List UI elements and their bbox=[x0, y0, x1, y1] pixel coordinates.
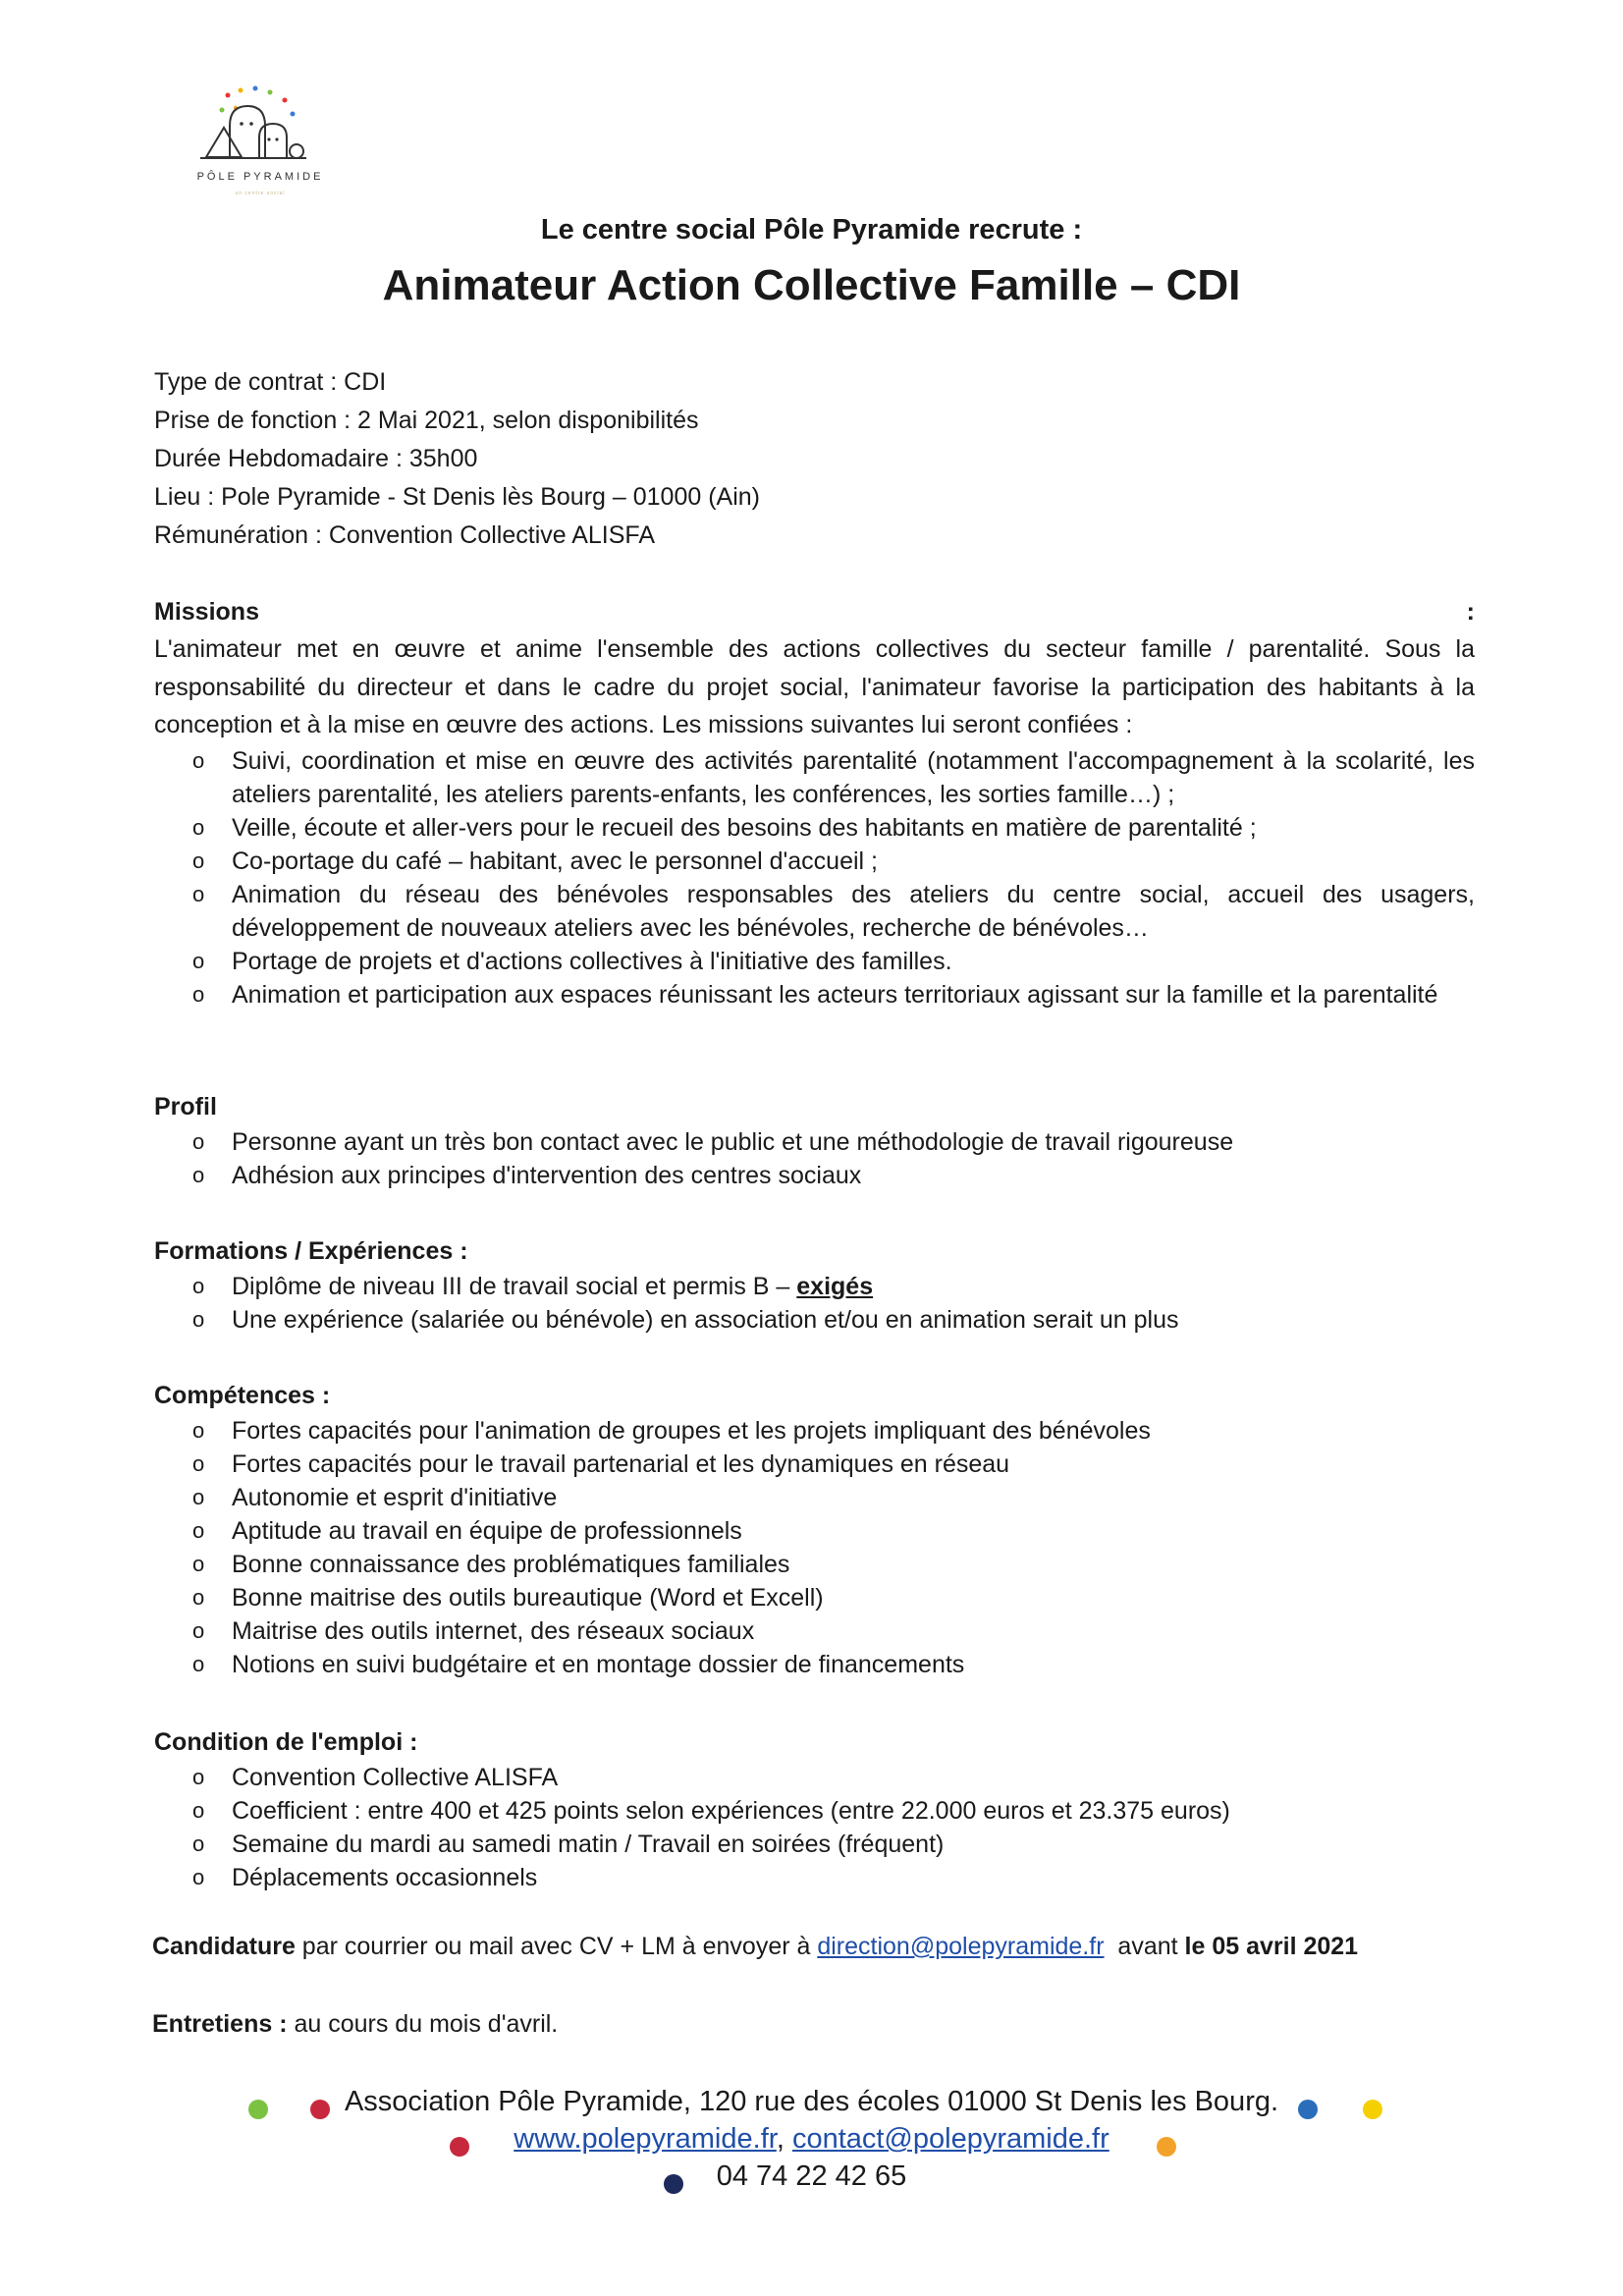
website-link[interactable]: www.polepyramide.fr bbox=[514, 2123, 777, 2155]
candidature-line bbox=[152, 1933, 1358, 1961]
list-item: o Suivi, coordination et mise en œuvre des activités parentalité (notamment l'accompagnement à la scolarité, les ateliers parentalité, les ateliers parents-enfants, les conférences, les sorties famille…) ; bbox=[154, 744, 1475, 811]
missions-section bbox=[154, 593, 1475, 1011]
info-contract-type: Type de contrat : CDI bbox=[154, 368, 387, 396]
profil-title: Profil bbox=[154, 1093, 217, 1121]
list-item: o Autonomie et esprit d'initiative bbox=[154, 1481, 1475, 1514]
footer-address: Association Pôle Pyramide, 120 rue des écoles 01000 St Denis les Bourg. bbox=[344, 2086, 1279, 2117]
logo-mascots-icon bbox=[187, 81, 334, 167]
list-item: o Aptitude au travail en équipe de professionnels bbox=[154, 1514, 1475, 1548]
info-location: Lieu : Pole Pyramide - St Denis lès Bourg – 01000 (Ain) bbox=[154, 483, 760, 511]
list-item bbox=[154, 1270, 1475, 1303]
list-item: o Semaine du mardi au samedi matin / Travail en soirées (fréquent) bbox=[154, 1828, 1475, 1861]
list-item: o Veille, écoute et aller-vers pour le recueil des besoins des habitants en matière de parentalité ; bbox=[154, 811, 1475, 845]
list-item: o Notions en suivi budgétaire et en montage dossier de financements bbox=[154, 1648, 1475, 1681]
competences-section bbox=[154, 1377, 1475, 1681]
formations-section bbox=[154, 1232, 1475, 1337]
info-start-date: Prise de fonction : 2 Mai 2021, selon disponibilités bbox=[154, 407, 699, 434]
candidature-label: Candidature bbox=[152, 1933, 296, 1960]
list-item: o Fortes capacités pour le travail partenarial et les dynamiques en réseau bbox=[154, 1448, 1475, 1481]
list-item: o Animation et participation aux espaces réunissant les acteurs territoriaux agissant sur la famille et la parentalité bbox=[154, 978, 1475, 1011]
condition-list bbox=[154, 1761, 1475, 1894]
candidature-deadline: le 05 avril 2021 bbox=[1184, 1933, 1359, 1960]
footer-phone: 04 74 22 42 65 bbox=[716, 2160, 907, 2192]
missions-list bbox=[154, 744, 1475, 1011]
list-item: o Maitrise des outils internet, des réseaux sociaux bbox=[154, 1614, 1475, 1648]
list-item: o Fortes capacités pour l'animation de groupes et les projets impliquant des bénévoles bbox=[154, 1414, 1475, 1448]
candidature-before: avant bbox=[1104, 1933, 1185, 1960]
missions-title: Missions bbox=[154, 598, 259, 626]
entretiens-text: au cours du mois d'avril. bbox=[287, 2010, 559, 2038]
missions-title-row bbox=[154, 593, 1475, 630]
formations-item-text: Diplôme de niveau III de travail social et permis B – bbox=[232, 1273, 797, 1300]
condition-section bbox=[154, 1723, 1475, 1894]
list-item: o Co-portage du café – habitant, avec le personnel d'accueil ; bbox=[154, 845, 1475, 878]
list-item: o Animation du réseau des bénévoles responsables des ateliers du centre social, accueil des usagers, développement de nouveaux ateliers avec les bénévoles, recherche de bénévoles… bbox=[154, 878, 1475, 945]
formations-list bbox=[154, 1270, 1475, 1337]
list-item: o Convention Collective ALISFA bbox=[154, 1761, 1475, 1794]
profil-list bbox=[154, 1125, 1475, 1192]
required-emphasis: exigés bbox=[796, 1273, 874, 1300]
page-kicker: Le centre social Pôle Pyramide recrute : bbox=[540, 214, 1083, 246]
profil-section bbox=[154, 1088, 1475, 1192]
list-item: o Déplacements occasionnels bbox=[154, 1861, 1475, 1894]
list-item: o Une expérience (salariée ou bénévole) en association et/ou en animation serait un plus bbox=[154, 1303, 1475, 1337]
info-weekly-hours: Durée Hebdomadaire : 35h00 bbox=[154, 445, 478, 472]
candidature-text: par courrier ou mail avec CV + LM à envoyer à bbox=[295, 1933, 818, 1960]
missions-colon: : bbox=[1466, 598, 1475, 626]
page-title: Animateur Action Collective Famille – CDI bbox=[382, 261, 1241, 309]
list-item: o Personne ayant un très bon contact avec le public et une méthodologie de travail rigoureuse bbox=[154, 1125, 1475, 1159]
footer-separator: , bbox=[776, 2123, 792, 2155]
entretiens-line bbox=[152, 2010, 558, 2039]
competences-title: Compétences : bbox=[154, 1382, 331, 1409]
list-item: o Portage de projets et d'actions collectives à l'initiative des familles. bbox=[154, 945, 1475, 978]
contact-email-link[interactable]: contact@polepyramide.fr bbox=[791, 2123, 1109, 2155]
footer-links bbox=[0, 2123, 1623, 2156]
condition-title: Condition de l'emploi : bbox=[154, 1728, 418, 1756]
job-info bbox=[154, 363, 1480, 555]
list-item: o Adhésion aux principes d'intervention des centres sociaux bbox=[154, 1159, 1475, 1192]
info-salary: Rémunération : Convention Collective ALISFA bbox=[154, 521, 655, 549]
pole-pyramide-logo bbox=[187, 81, 334, 198]
competences-list bbox=[154, 1414, 1475, 1681]
logo-name: PÔLE PYRAMIDE bbox=[196, 171, 324, 183]
formations-title: Formations / Expériences : bbox=[154, 1237, 468, 1265]
logo-tagline: un centre social bbox=[235, 191, 286, 196]
direction-email-link[interactable]: direction@polepyramide.fr bbox=[817, 1933, 1105, 1960]
list-item: o Coefficient : entre 400 et 425 points selon expériences (entre 22.000 euros et 23.375 euros) bbox=[154, 1794, 1475, 1828]
missions-intro: L'animateur met en œuvre et anime l'ensemble des actions collectives du secteur famille / parentalité. Sous la responsabilité du directeur et dans le cadre du projet social, l'animateur favorise la participation des habitants à la conception et à la mise en œuvre des actions. Les missions suivantes lui seront confiées : bbox=[154, 635, 1475, 738]
list-item: o Bonne connaissance des problématiques familiales bbox=[154, 1548, 1475, 1581]
entretiens-label: Entretiens : bbox=[152, 2010, 288, 2038]
list-item: o Bonne maitrise des outils bureautique (Word et Excell) bbox=[154, 1581, 1475, 1614]
